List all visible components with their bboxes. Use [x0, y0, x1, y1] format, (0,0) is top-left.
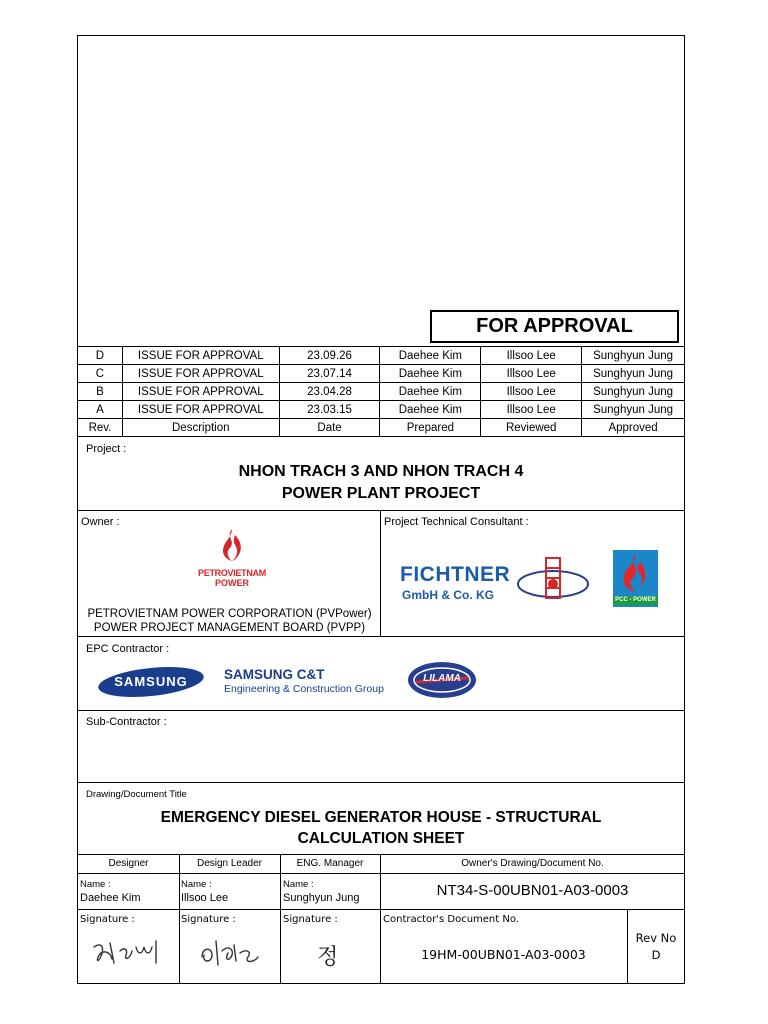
owner-name-line2: POWER PROJECT MANAGEMENT BOARD (PVPP) [93, 622, 366, 634]
date-header: Date [279, 419, 380, 437]
owner-label: Owner : [81, 516, 120, 528]
project-title [77, 461, 685, 505]
rev-no-label: Rev No [635, 931, 677, 945]
samsung-cnt-sub: Engineering & Construction Group [224, 683, 384, 695]
prepared-cell: Daehee Kim [380, 347, 481, 365]
document-title [77, 807, 685, 849]
document-title-label: Drawing/Document Title [86, 789, 187, 800]
samsung-cnt-name: SAMSUNG C&T [224, 667, 325, 682]
pcc-flame-icon [613, 550, 658, 596]
contractor-doc-no: 19HM-00UBN01-A03-0003 [421, 947, 586, 962]
description-cell: ISSUE FOR APPROVAL [122, 365, 279, 383]
divider [77, 710, 685, 711]
eng-manager-header: ENG. Manager [296, 858, 364, 869]
prepared-cell: Daehee Kim [380, 365, 481, 383]
description-cell: ISSUE FOR APPROVAL [122, 383, 279, 401]
design-leader-signature [198, 935, 262, 969]
approved-cell: Sunghyun Jung [582, 365, 685, 383]
petrovietnam-flame-icon [217, 527, 247, 563]
designer-name: Daehee Kim [80, 892, 141, 904]
epc-label: EPC Contractor : [86, 643, 170, 655]
description-cell: ISSUE FOR APPROVAL [122, 401, 279, 419]
divider [77, 510, 685, 511]
revision-row [78, 383, 685, 401]
design-leader-name: Illsoo Lee [181, 892, 229, 904]
sl-consultant-logo [516, 554, 590, 611]
description-cell: ISSUE FOR APPROVAL [122, 347, 279, 365]
prepared-cell: Daehee Kim [380, 401, 481, 419]
divider [77, 636, 685, 637]
fichtner-logo [400, 563, 511, 603]
reviewed-cell: Illsoo Lee [481, 401, 582, 419]
project-title-line2: POWER PLANT PROJECT [281, 485, 481, 502]
rev-cell: A [78, 401, 123, 419]
revision-row [78, 401, 685, 419]
document-title-line2: CALCULATION SHEET [297, 830, 465, 847]
revision-row [78, 347, 685, 365]
description-header: Description [122, 419, 279, 437]
rev-no: D [651, 948, 661, 962]
petrovietnam-logo-text: PETROVIETNAM [198, 568, 266, 578]
document-title-line1: EMERGENCY DIESEL GENERATOR HOUSE - STRUCTURAL [160, 809, 602, 826]
petrovietnam-logo-subtext: POWER [214, 578, 249, 588]
owner-doc-no-header: Owner's Drawing/Document No. [461, 858, 604, 869]
revision-row [78, 365, 685, 383]
prepared-header: Prepared [380, 419, 481, 437]
design-leader-name-label: Name : [181, 879, 212, 890]
divider [627, 909, 628, 984]
fichtner-logo-name: FICHTNER [400, 563, 511, 586]
divider [77, 873, 685, 874]
samsung-logo [97, 667, 205, 702]
petrovietnam-logo [196, 527, 268, 588]
reviewed-header: Reviewed [481, 419, 582, 437]
subcontractor-label: Sub-Contractor : [86, 716, 167, 728]
approved-cell: Sunghyun Jung [582, 401, 685, 419]
approved-header: Approved [582, 419, 685, 437]
sl-logo-icon [516, 554, 590, 606]
prepared-cell: Daehee Kim [380, 383, 481, 401]
project-label: Project : [86, 443, 127, 455]
reviewed-cell: Illsoo Lee [481, 365, 582, 383]
pcc-power-logo [613, 550, 658, 607]
consultant-label: Project Technical Consultant : [384, 516, 529, 528]
reviewed-cell: Illsoo Lee [481, 347, 582, 365]
rev-cell: B [78, 383, 123, 401]
divider [77, 909, 685, 910]
design-leader-header: Design Leader [196, 858, 263, 869]
date-cell: 23.04.28 [279, 383, 380, 401]
owner-doc-no: NT34-S-00UBN01-A03-0003 [436, 882, 629, 899]
samsung-cnt-logo [224, 667, 384, 696]
samsung-logo-text: SAMSUNG [114, 674, 188, 689]
eng-manager-name-label: Name : [283, 879, 314, 890]
eng-manager-name: Sunghyun Jung [283, 892, 360, 904]
date-cell: 23.03.15 [279, 401, 380, 419]
approved-cell: Sunghyun Jung [582, 347, 685, 365]
designer-signature [90, 933, 170, 971]
fichtner-logo-sub: GmbH & Co. KG [402, 588, 494, 602]
approved-cell: Sunghyun Jung [582, 383, 685, 401]
lilama-logo-text: LILAMA [423, 673, 461, 684]
designer-header: Designer [108, 858, 149, 869]
divider [77, 782, 685, 783]
designer-signature-label: Signature : [80, 914, 135, 925]
pcc-logo-text: PCC - POWER [613, 596, 658, 605]
lilama-logo [406, 660, 478, 705]
eng-manager-signature: 정 [317, 945, 339, 970]
design-leader-signature-label: Signature : [181, 914, 236, 925]
revision-header-row [78, 419, 685, 437]
rev-header: Rev. [78, 419, 123, 437]
rev-cell: D [78, 347, 123, 365]
rev-cell: C [78, 365, 123, 383]
revision-table [77, 346, 685, 437]
contractor-doc-label: Contractor's Document No. [383, 914, 519, 925]
project-title-line1: NHON TRACH 3 AND NHON TRACH 4 [238, 463, 524, 480]
owner-name-line1: PETROVIETNAM POWER CORPORATION (PVPower) [87, 608, 372, 620]
divider [77, 854, 685, 855]
designer-name-label: Name : [80, 879, 111, 890]
eng-manager-signature-label: Signature : [283, 914, 338, 925]
date-cell: 23.09.26 [279, 347, 380, 365]
reviewed-cell: Illsoo Lee [481, 383, 582, 401]
date-cell: 23.07.14 [279, 365, 380, 383]
approval-stamp: FOR APPROVAL [430, 310, 679, 343]
